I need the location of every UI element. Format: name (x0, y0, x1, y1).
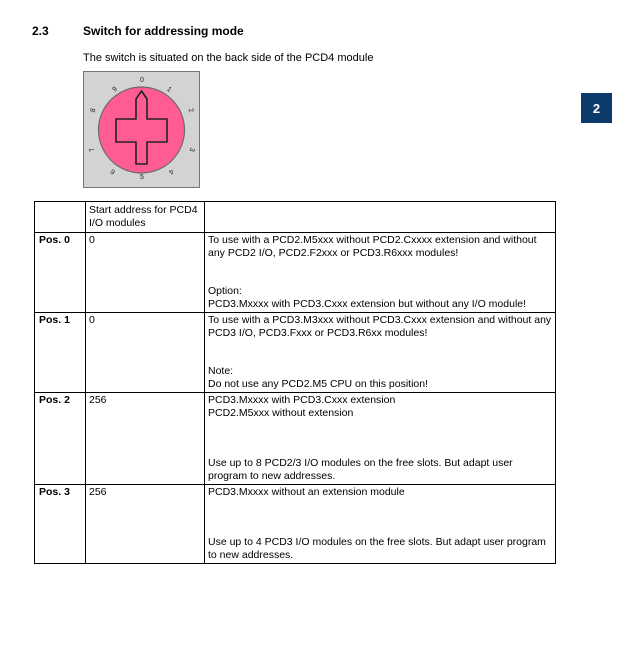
description-text: PCD3.Mxxxx with PCD3.Cxxx extension (208, 394, 396, 406)
dial-label-5: 5 (140, 174, 144, 181)
switch-dial (99, 87, 185, 176)
position-cell: Pos. 2 (35, 393, 86, 485)
option-text: PCD3.Mxxxx with PCD3.Cxxx extension but without any I/O module! (208, 298, 527, 310)
table-row (35, 233, 556, 313)
usage-text: Use up to 4 PCD3 I/O modules on the free slots. But adapt user program to new addresses. (208, 536, 546, 561)
section-number: 2.3 (32, 24, 49, 38)
header-cell-description (205, 202, 556, 233)
usage-text: Use up to 8 PCD2/3 I/O modules on the free slots. But adapt user program to new addresses. (208, 457, 513, 482)
table-row (35, 313, 556, 393)
position-cell: Pos. 3 (35, 485, 86, 564)
dial-label-4: 4 (167, 167, 175, 176)
dial-label-0: 0 (140, 77, 144, 84)
description-text: To use with a PCD2.M5xxx without PCD2.Cxxxx extension and without any PCD2 I/O, PCD2.F2xxx or PCD3.R6xxx modules! (208, 234, 537, 259)
address-cell: 256 (86, 393, 205, 485)
dial-label-2: 2 (186, 107, 195, 114)
dial-label-9: 9 (111, 85, 119, 94)
table-header-row (35, 202, 556, 233)
address-cell: 256 (86, 485, 205, 564)
description-cell (205, 393, 556, 485)
address-table (34, 201, 556, 564)
dial-label-6: 6 (109, 167, 117, 176)
option-label: Option: (208, 285, 242, 297)
position-cell: Pos. 0 (35, 233, 86, 313)
description-cell (205, 233, 556, 313)
intro-text: The switch is situated on the back side of the PCD4 module (83, 52, 374, 64)
dial-label-8: 8 (89, 107, 98, 114)
position-cell: Pos. 1 (35, 313, 86, 393)
rotary-switch-icon (84, 72, 199, 187)
description-text: To use with a PCD3.M3xxx without PCD3.Cxxx extension and without any PCD3 I/O, PCD3.Fxxx or PCD3.R6xx modules! (208, 314, 552, 339)
rotary-switch-figure (83, 71, 200, 188)
header-cell-pos (35, 202, 86, 233)
note-text: Do not use any PCD2.M5 CPU on this position! (208, 378, 429, 390)
description-text: PCD2.M5xxx without extension (208, 407, 354, 419)
dial-label-7: 7 (88, 146, 97, 153)
chapter-tab: 2 (581, 93, 612, 123)
description-cell (205, 485, 556, 564)
description-text: PCD3.Mxxxx without an extension module (208, 486, 405, 498)
description-cell (205, 313, 556, 393)
table-row (35, 485, 556, 564)
header-cell-address: Start address for PCD4 I/O modules (86, 202, 205, 233)
note-label: Note: (208, 365, 234, 377)
dial-label-1: 1 (165, 85, 173, 94)
dial-label-3: 3 (187, 146, 196, 153)
address-cell: 0 (86, 313, 205, 393)
table-row (35, 393, 556, 485)
section-title: Switch for addressing mode (83, 24, 244, 38)
address-cell: 0 (86, 233, 205, 313)
